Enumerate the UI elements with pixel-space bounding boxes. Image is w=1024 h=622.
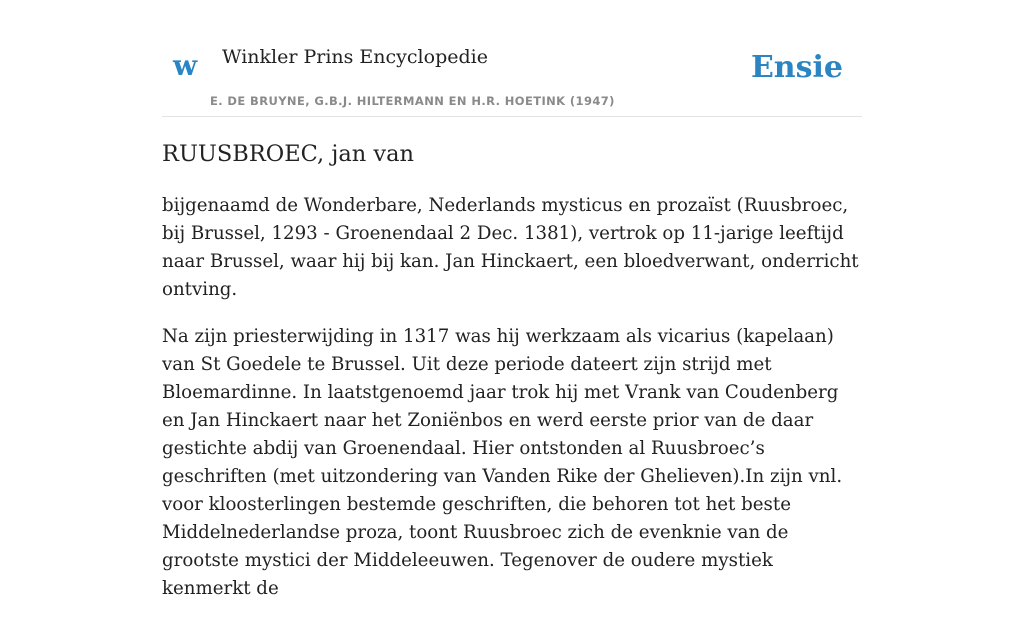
entry-title: RUUSBROEC, jan van (162, 141, 414, 167)
source-authors: E. DE BRUYNE, G.B.J. HILTERMANN EN H.R. HOETINK (1947) (210, 94, 615, 108)
ensie-logo[interactable]: Ensie (750, 50, 843, 85)
entry-paragraph-1: bijgenaamd de Wonderbare, Nederlands mysticus en prozaïst (Ruusbroec, bij Brussel, 1293 - Groenendaal 2 Dec. 1381), vertrok op 11-jarige leeftijd naar Brussel, waar hij bij kan. Jan Hinckaert, een bloedverwant, onderricht ontving. (162, 195, 859, 300)
source-header (162, 0, 862, 117)
source-title[interactable]: Winkler Prins Encyclopedie (222, 46, 488, 68)
entry-body (162, 192, 862, 622)
entry-paragraph-2: Na zijn priesterwijding in 1317 was hij werkzaam als vicarius (kapelaan) van St Goedele te Brussel. Uit deze periode dateert zijn strijd met Bloemardinne. In laatstgenoemd jaar trok hij met Vrank van Coudenberg en Jan Hinckaert naar het Zoniënbos en werd eerste prior van de daar gestichte abdij van Groenendaal. Hier ontstonden al Ruusbroec’s geschriften (met uitzondering van Vanden Rike der Ghelieven).In zijn vnl. voor kloosterlingen bestemde geschriften, die behoren tot het beste Middelnederlandse proza, toont Ruusbroec zich de evenknie van de grootste mystici der Middeleeuwen. Tegenover de oudere mystiek kenmerkt de (162, 326, 843, 599)
winkler-prins-logo[interactable]: w (173, 49, 198, 82)
